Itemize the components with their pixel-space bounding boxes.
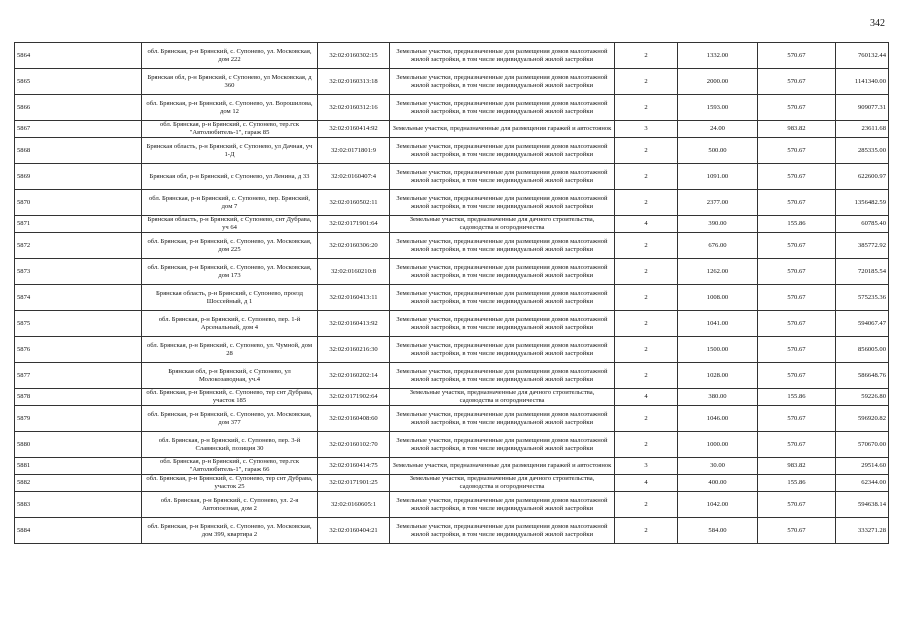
row-area: 1500.00 xyxy=(678,337,758,363)
row-cadastral-cost: 856005.00 xyxy=(836,337,889,363)
row-group: 2 xyxy=(615,190,678,216)
row-cadastral-number: 32:02:0160408:60 xyxy=(318,406,390,432)
row-land-category: Земельные участки, предназначенные для размещения домов малоэтажной жилой застройки, в том числе индивидуальной жилой застройки xyxy=(390,138,615,164)
row-address: обл. Брянская, р-н Брянский, с. Супонево, ул. Московская, дом 222 xyxy=(142,43,318,69)
row-area: 390.00 xyxy=(678,216,758,233)
row-land-category: Земельные участки, предназначенные для размещения домов малоэтажной жилой застройки, в том числе индивидуальной жилой застройки xyxy=(390,492,615,518)
row-group: 2 xyxy=(615,406,678,432)
row-number: 5881 xyxy=(15,458,142,475)
table-row xyxy=(15,475,889,492)
row-area: 500.00 xyxy=(678,138,758,164)
table-row xyxy=(15,389,889,406)
row-address: обл. Брянская, р-н Брянский, с. Супонево, тер.гск "Автолюбитель-1", гараж 85 xyxy=(142,121,318,138)
row-address: обл. Брянская, р-н Брянский, с. Супонево, пер. 1-й Арсенальный, дом 4 xyxy=(142,311,318,337)
row-address: Брянская обл, р-н Брянский, с Супонево, ул Ленина, д 33 xyxy=(142,164,318,190)
row-group: 2 xyxy=(615,492,678,518)
row-specific-value: 570.67 xyxy=(758,337,836,363)
row-cadastral-cost: 586648.76 xyxy=(836,363,889,389)
row-address: обл. Брянская, р-н Брянский, с. Супонево, ул. Московская, дом 399, квартира 2 xyxy=(142,518,318,544)
row-group: 2 xyxy=(615,95,678,121)
row-cadastral-cost: 909077.31 xyxy=(836,95,889,121)
row-area: 1000.00 xyxy=(678,432,758,458)
row-cadastral-number: 32:02:0160202:14 xyxy=(318,363,390,389)
row-address: обл. Брянская, р-н Брянский, с. Супонево, тер.гск "Автолюбитель-1", гараж 66 xyxy=(142,458,318,475)
table-row xyxy=(15,285,889,311)
row-number: 5876 xyxy=(15,337,142,363)
row-land-category: Земельные участки, предназначенные для размещения домов малоэтажной жилой застройки, в том числе индивидуальной жилой застройки xyxy=(390,69,615,95)
row-group: 2 xyxy=(615,259,678,285)
row-number: 5869 xyxy=(15,164,142,190)
table-row xyxy=(15,216,889,233)
row-specific-value: 570.67 xyxy=(758,259,836,285)
row-address: Брянская область, р-н Брянский, с Супонево, снт Дубрава, уч 64 xyxy=(142,216,318,233)
row-group: 4 xyxy=(615,475,678,492)
row-cadastral-number: 32:02:0160407:4 xyxy=(318,164,390,190)
row-address: Брянская область, р-н Брянский, с Супонево, ул Дачная, уч 1-Д xyxy=(142,138,318,164)
row-specific-value: 570.67 xyxy=(758,233,836,259)
row-cadastral-number: 32:02:0160216:30 xyxy=(318,337,390,363)
row-address: Брянская обл, р-н Брянский, с Супонево, ул Молокозаводная, уч.4 xyxy=(142,363,318,389)
table-row xyxy=(15,458,889,475)
row-specific-value: 570.67 xyxy=(758,138,836,164)
row-area: 1028.00 xyxy=(678,363,758,389)
table-row xyxy=(15,363,889,389)
row-land-category: Земельные участки, предназначенные для дачного строительства, садоводства и огородничества xyxy=(390,475,615,492)
row-cadastral-cost: 59226.80 xyxy=(836,389,889,406)
table-row xyxy=(15,259,889,285)
table-row xyxy=(15,43,889,69)
row-cadastral-cost: 62344.00 xyxy=(836,475,889,492)
row-cadastral-number: 32:02:0171901:64 xyxy=(318,216,390,233)
row-number: 5877 xyxy=(15,363,142,389)
row-land-category: Земельные участки, предназначенные для размещения домов малоэтажной жилой застройки, в том числе индивидуальной жилой застройки xyxy=(390,432,615,458)
row-cadastral-number: 32:02:0160413:92 xyxy=(318,311,390,337)
row-number: 5875 xyxy=(15,311,142,337)
table-row xyxy=(15,69,889,95)
row-group: 2 xyxy=(615,432,678,458)
row-cadastral-cost: 596920.82 xyxy=(836,406,889,432)
row-group: 2 xyxy=(615,311,678,337)
row-address: обл. Брянская, р-н Брянский, с. Супонево, ул. Московская, дом 225 xyxy=(142,233,318,259)
row-address: обл. Брянская, р-н Брянский, с. Супонево, тер снт Дубрава, участок 185 xyxy=(142,389,318,406)
row-group: 2 xyxy=(615,138,678,164)
row-cadastral-cost: 594638.14 xyxy=(836,492,889,518)
row-cadastral-cost: 333271.28 xyxy=(836,518,889,544)
row-group: 4 xyxy=(615,216,678,233)
row-number: 5873 xyxy=(15,259,142,285)
row-address: Брянская область, р-н Брянский, с Супонево, проезд Шоссейный, д 1 xyxy=(142,285,318,311)
row-specific-value: 570.67 xyxy=(758,492,836,518)
row-specific-value: 155.86 xyxy=(758,216,836,233)
row-cadastral-number: 32:02:0160414:92 xyxy=(318,121,390,138)
row-number: 5880 xyxy=(15,432,142,458)
row-land-category: Земельные участки, предназначенные для размещения домов малоэтажной жилой застройки, в том числе индивидуальной жилой застройки xyxy=(390,285,615,311)
row-cadastral-number: 32:02:0160102:70 xyxy=(318,432,390,458)
row-specific-value: 570.67 xyxy=(758,518,836,544)
row-cadastral-cost: 720185.54 xyxy=(836,259,889,285)
table-row xyxy=(15,138,889,164)
row-specific-value: 570.67 xyxy=(758,285,836,311)
row-cadastral-cost: 1141340.00 xyxy=(836,69,889,95)
row-area: 2000.00 xyxy=(678,69,758,95)
row-group: 2 xyxy=(615,337,678,363)
row-land-category: Земельные участки, предназначенные для размещения домов малоэтажной жилой застройки, в том числе индивидуальной жилой застройки xyxy=(390,363,615,389)
row-number: 5867 xyxy=(15,121,142,138)
row-land-category: Земельные участки, предназначенные для размещения домов малоэтажной жилой застройки, в том числе индивидуальной жилой застройки xyxy=(390,190,615,216)
row-cadastral-number: 32:02:0160502:11 xyxy=(318,190,390,216)
row-cadastral-cost: 29514.60 xyxy=(836,458,889,475)
row-cadastral-number: 32:02:0171902:64 xyxy=(318,389,390,406)
row-area: 30.00 xyxy=(678,458,758,475)
row-cadastral-number: 32:02:0160414:75 xyxy=(318,458,390,475)
row-cadastral-number: 32:02:0171901:25 xyxy=(318,475,390,492)
row-number: 5864 xyxy=(15,43,142,69)
row-specific-value: 155.86 xyxy=(758,475,836,492)
table-row xyxy=(15,518,889,544)
row-cadastral-number: 32:02:0160413:11 xyxy=(318,285,390,311)
row-cadastral-number: 32:02:0160313:18 xyxy=(318,69,390,95)
row-cadastral-number: 32:02:0160210:8 xyxy=(318,259,390,285)
row-number: 5865 xyxy=(15,69,142,95)
row-area: 1046.00 xyxy=(678,406,758,432)
table-row xyxy=(15,121,889,138)
row-cadastral-cost: 385772.92 xyxy=(836,233,889,259)
row-cadastral-cost: 570670.00 xyxy=(836,432,889,458)
row-land-category: Земельные участки, предназначенные для размещения гаражей и автостоянок xyxy=(390,121,615,138)
row-group: 2 xyxy=(615,233,678,259)
row-number: 5866 xyxy=(15,95,142,121)
row-specific-value: 570.67 xyxy=(758,43,836,69)
row-cadastral-cost: 1356482.59 xyxy=(836,190,889,216)
row-group: 3 xyxy=(615,458,678,475)
row-area: 1008.00 xyxy=(678,285,758,311)
table-row xyxy=(15,95,889,121)
table-row xyxy=(15,406,889,432)
row-cadastral-cost: 622600.97 xyxy=(836,164,889,190)
row-group: 4 xyxy=(615,389,678,406)
row-area: 1332.00 xyxy=(678,43,758,69)
row-address: обл. Брянская, р-н Брянский, с. Супонево, пер. 3-й Славянский, позиция 30 xyxy=(142,432,318,458)
row-specific-value: 570.67 xyxy=(758,190,836,216)
row-cadastral-number: 32:02:0160302:15 xyxy=(318,43,390,69)
table-body xyxy=(15,43,889,544)
row-address: обл. Брянская, р-н Брянский, с. Супонево, ул. 2-я Автопоезная, дом 2 xyxy=(142,492,318,518)
row-group: 2 xyxy=(615,43,678,69)
row-cadastral-cost: 285335.00 xyxy=(836,138,889,164)
row-area: 584.00 xyxy=(678,518,758,544)
row-address: обл. Брянская, р-н Брянский, с. Супонево, ул. Ворошилова, дом 12 xyxy=(142,95,318,121)
row-specific-value: 570.67 xyxy=(758,95,836,121)
row-area: 400.00 xyxy=(678,475,758,492)
row-land-category: Земельные участки, предназначенные для размещения домов малоэтажной жилой застройки, в том числе индивидуальной жилой застройки xyxy=(390,259,615,285)
row-specific-value: 570.67 xyxy=(758,363,836,389)
row-number: 5882 xyxy=(15,475,142,492)
row-number: 5874 xyxy=(15,285,142,311)
row-specific-value: 570.67 xyxy=(758,164,836,190)
row-address: обл. Брянская, р-н Брянский, с. Супонево, тер снт Дубрава, участок 25 xyxy=(142,475,318,492)
row-number: 5883 xyxy=(15,492,142,518)
row-area: 1091.00 xyxy=(678,164,758,190)
row-specific-value: 570.67 xyxy=(758,311,836,337)
row-land-category: Земельные участки, предназначенные для размещения домов малоэтажной жилой застройки, в том числе индивидуальной жилой застройки xyxy=(390,311,615,337)
row-address: обл. Брянская, р-н Брянский, с. Супонево, ул. Московская, дом 377 xyxy=(142,406,318,432)
row-number: 5872 xyxy=(15,233,142,259)
row-address: Брянская обл, р-н Брянский, с Супонево, ул Московская, д 360 xyxy=(142,69,318,95)
row-group: 2 xyxy=(615,285,678,311)
row-address: обл. Брянская, р-н Брянский, с. Супонево, пер. Брянский, дом 7 xyxy=(142,190,318,216)
row-number: 5884 xyxy=(15,518,142,544)
row-group: 3 xyxy=(615,121,678,138)
row-address: обл. Брянская, р-н Брянский, с. Супонево, ул. Чумной, дом 28 xyxy=(142,337,318,363)
row-area: 1042.00 xyxy=(678,492,758,518)
cadastral-value-table xyxy=(14,42,889,544)
row-number: 5868 xyxy=(15,138,142,164)
row-land-category: Земельные участки, предназначенные для размещения домов малоэтажной жилой застройки, в том числе индивидуальной жилой застройки xyxy=(390,95,615,121)
table-row xyxy=(15,164,889,190)
row-cadastral-cost: 23611.68 xyxy=(836,121,889,138)
table-row xyxy=(15,233,889,259)
row-land-category: Земельные участки, предназначенные для размещения домов малоэтажной жилой застройки, в том числе индивидуальной жилой застройки xyxy=(390,233,615,259)
row-land-category: Земельные участки, предназначенные для размещения домов малоэтажной жилой застройки, в том числе индивидуальной жилой застройки xyxy=(390,43,615,69)
page-number: 342 xyxy=(870,18,885,29)
row-group: 2 xyxy=(615,518,678,544)
row-land-category: Земельные участки, предназначенные для размещения гаражей и автостоянок xyxy=(390,458,615,475)
row-area: 380.00 xyxy=(678,389,758,406)
row-land-category: Земельные участки, предназначенные для размещения домов малоэтажной жилой застройки, в том числе индивидуальной жилой застройки xyxy=(390,406,615,432)
table-row xyxy=(15,311,889,337)
row-cadastral-cost: 760132.44 xyxy=(836,43,889,69)
row-group: 2 xyxy=(615,363,678,389)
row-land-category: Земельные участки, предназначенные для размещения домов малоэтажной жилой застройки, в том числе индивидуальной жилой застройки xyxy=(390,337,615,363)
table-row xyxy=(15,337,889,363)
row-address: обл. Брянская, р-н Брянский, с. Супонево, ул. Московская, дом 173 xyxy=(142,259,318,285)
row-group: 2 xyxy=(615,164,678,190)
row-land-category: Земельные участки, предназначенные для размещения домов малоэтажной жилой застройки, в том числе индивидуальной жилой застройки xyxy=(390,164,615,190)
row-cadastral-number: 32:02:0160306:20 xyxy=(318,233,390,259)
row-land-category: Земельные участки, предназначенные для размещения домов малоэтажной жилой застройки, в том числе индивидуальной жилой застройки xyxy=(390,518,615,544)
row-area: 1041.00 xyxy=(678,311,758,337)
row-cadastral-cost: 594067.47 xyxy=(836,311,889,337)
row-cadastral-cost: 60785.40 xyxy=(836,216,889,233)
row-specific-value: 570.67 xyxy=(758,432,836,458)
row-specific-value: 983.82 xyxy=(758,458,836,475)
row-land-category: Земельные участки, предназначенные для дачного строительства, садоводства и огородничества xyxy=(390,389,615,406)
row-cadastral-cost: 575235.36 xyxy=(836,285,889,311)
row-number: 5878 xyxy=(15,389,142,406)
row-area: 676.00 xyxy=(678,233,758,259)
row-cadastral-number: 32:02:0160312:16 xyxy=(318,95,390,121)
row-group: 2 xyxy=(615,69,678,95)
row-area: 1593.00 xyxy=(678,95,758,121)
row-specific-value: 155.86 xyxy=(758,389,836,406)
row-cadastral-number: 32:02:0171801:9 xyxy=(318,138,390,164)
row-specific-value: 570.67 xyxy=(758,406,836,432)
row-number: 5871 xyxy=(15,216,142,233)
table-row xyxy=(15,190,889,216)
row-cadastral-number: 32:02:0160404:21 xyxy=(318,518,390,544)
row-specific-value: 570.67 xyxy=(758,69,836,95)
row-number: 5870 xyxy=(15,190,142,216)
row-area: 2377.00 xyxy=(678,190,758,216)
row-area: 24.00 xyxy=(678,121,758,138)
table-row xyxy=(15,492,889,518)
row-specific-value: 983.82 xyxy=(758,121,836,138)
row-area: 1262.00 xyxy=(678,259,758,285)
row-cadastral-number: 32:02:0160605:1 xyxy=(318,492,390,518)
row-land-category: Земельные участки, предназначенные для дачного строительства, садоводства и огородничества xyxy=(390,216,615,233)
table-row xyxy=(15,432,889,458)
row-number: 5879 xyxy=(15,406,142,432)
